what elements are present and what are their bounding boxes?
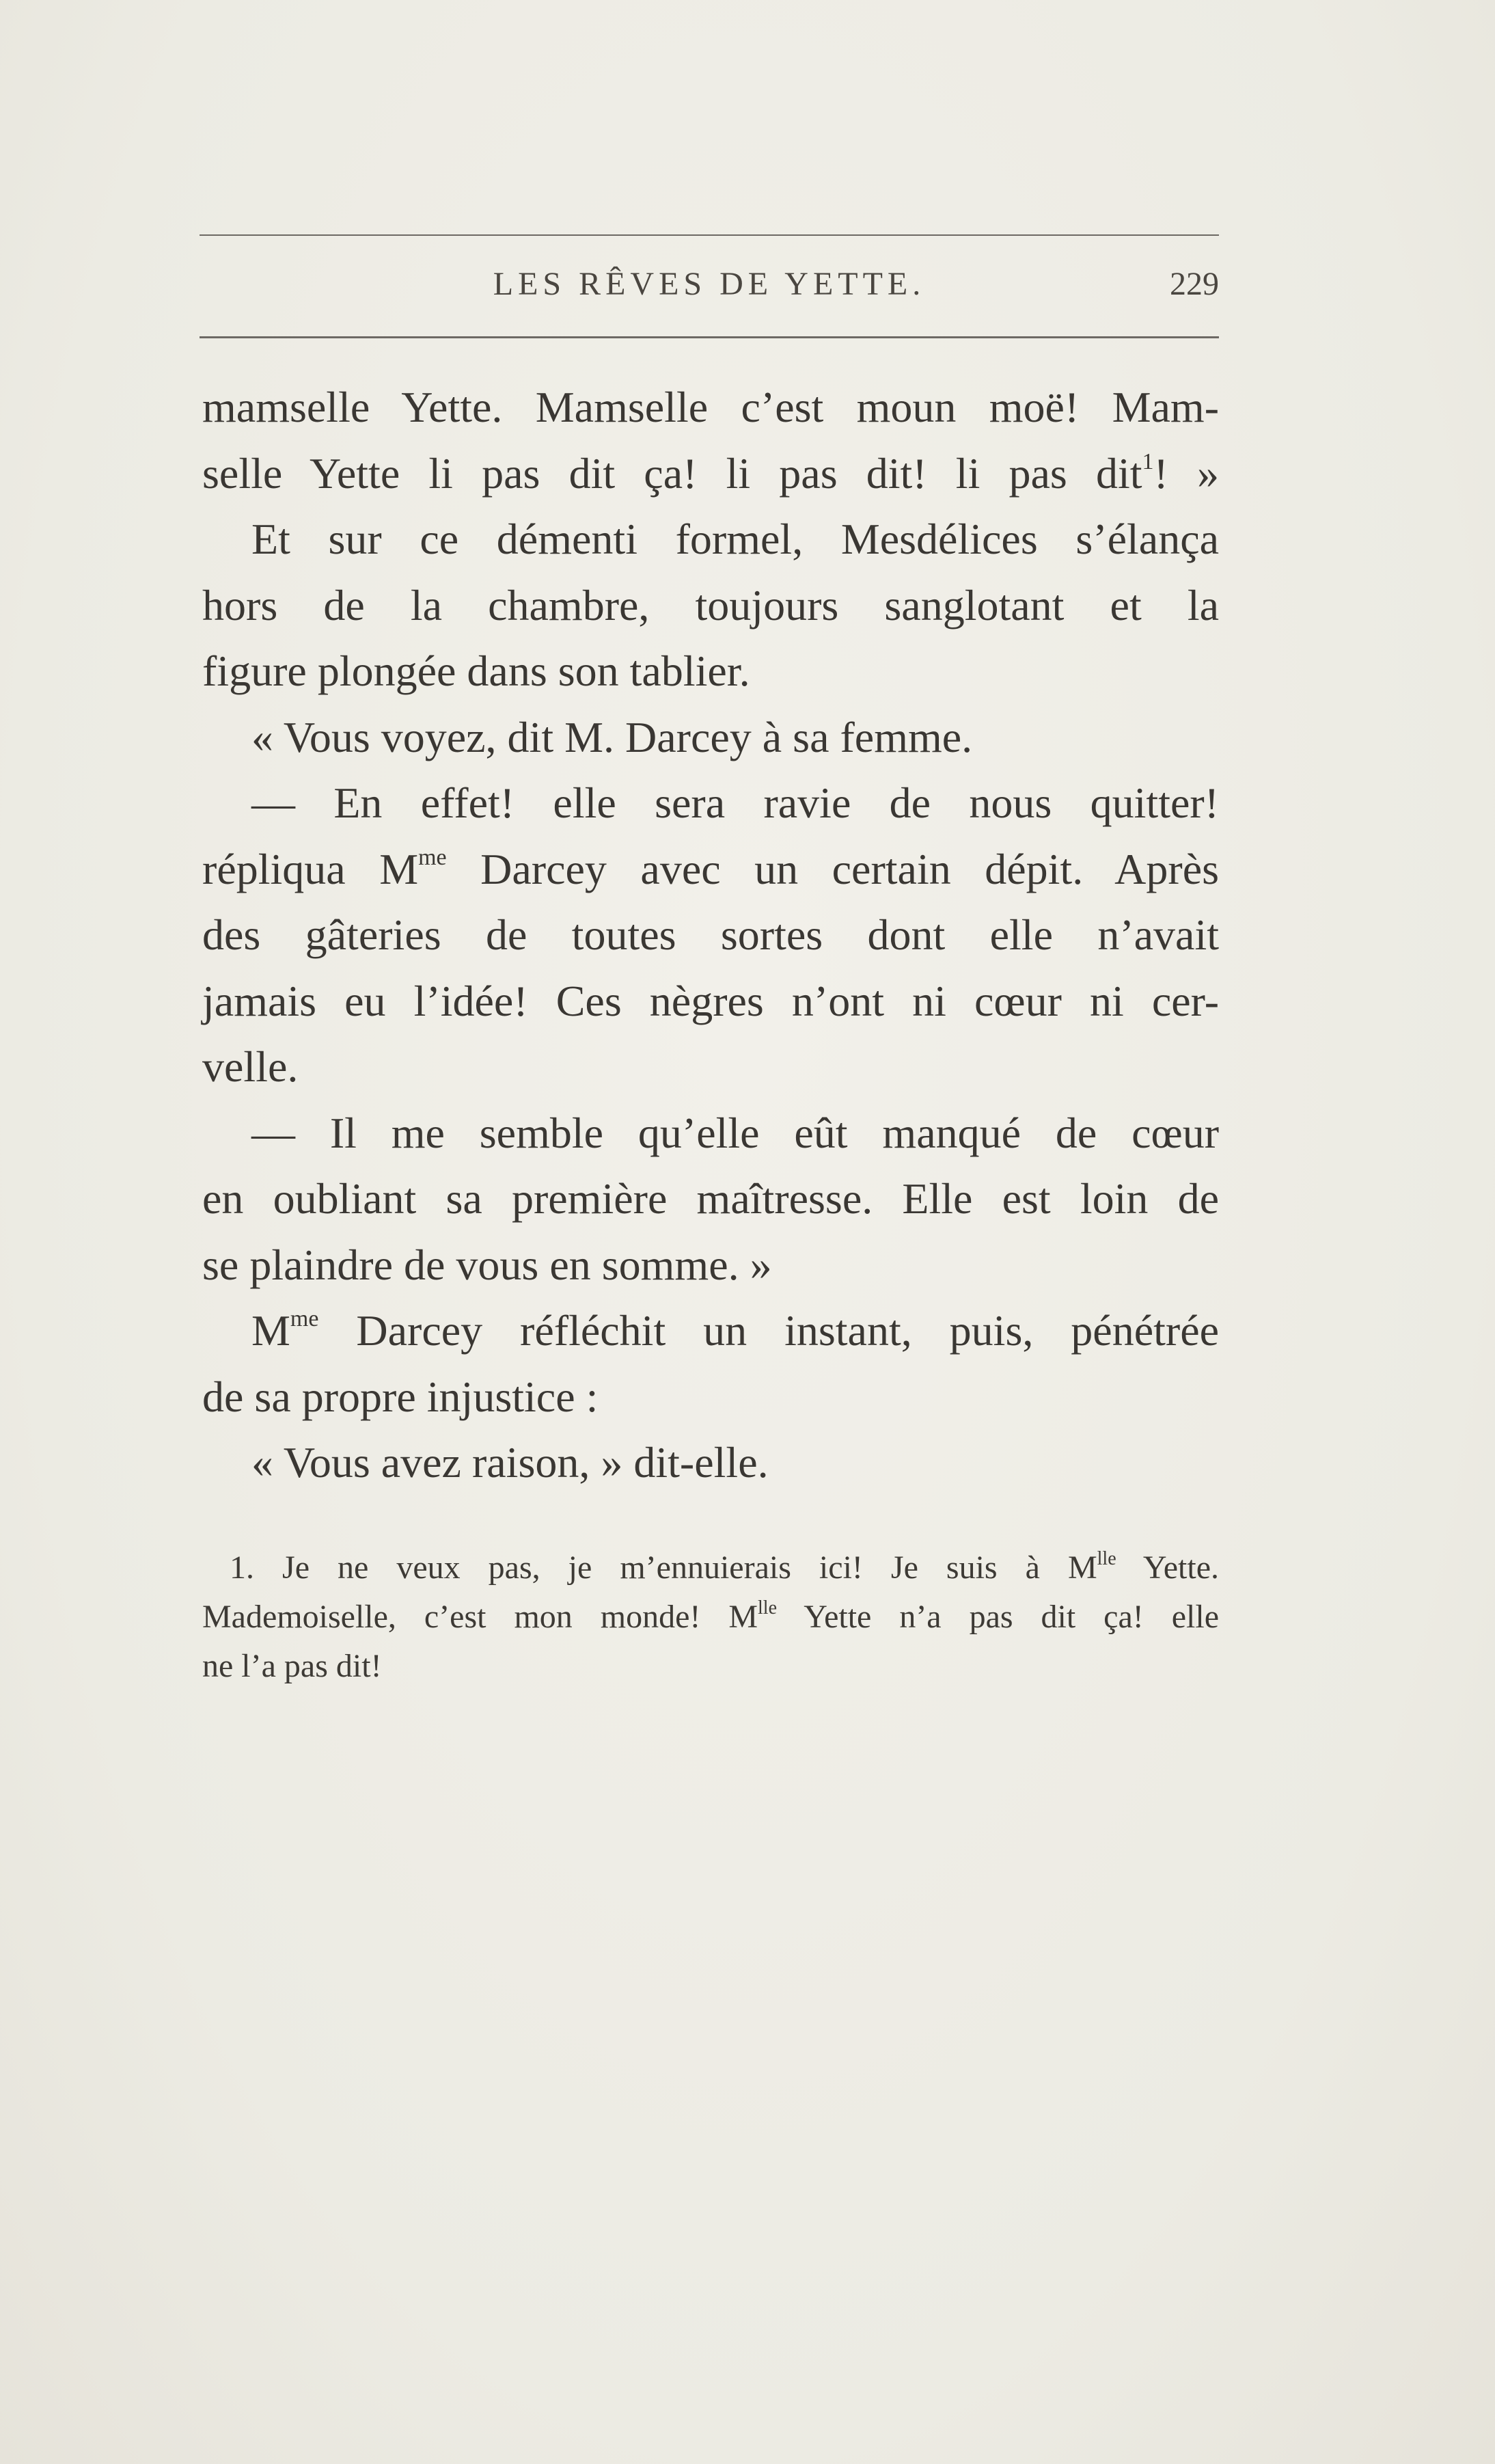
text-line: — Il me semble qu’elle eût manqué de cœur: [251, 1108, 1219, 1157]
text-line: figure plongée dans son tablier.: [202, 647, 750, 695]
footnote-reference: 1: [1142, 448, 1154, 474]
footnote-line: Mademoiselle, c’est mon monde! $M^{lle}$ Yette n’a pas dit ça! elle: [202, 1597, 1219, 1635]
running-head: [200, 265, 1219, 313]
superscript: me: [290, 1306, 319, 1331]
text-line: en oubliant sa première maîtresse. Elle est loin de: [202, 1174, 1219, 1223]
footnote-number: 1.: [230, 1549, 254, 1586]
text-line: jamais eu l’idée! Ces nègres n’ont ni cœur ni cer-: [202, 976, 1219, 1025]
text-line: répliqua $M^{me}$ Darcey avec un certain dépit. Après: [202, 844, 1220, 893]
text-line: « Vous avez raison, » dit-elle.: [251, 1438, 769, 1487]
text-line: $M^{me}$ Darcey réfléchit un instant, puis, pénétrée: [251, 1306, 1219, 1355]
text-line: des gâteries de toutes sortes dont elle n’avait: [202, 910, 1219, 959]
body-text: [202, 375, 1219, 1496]
text-line: Et sur ce démenti formel, Mesdélices s’élança: [251, 515, 1219, 563]
footnote: [202, 1543, 1219, 1691]
footnote-line: 1. Je ne veux pas, je m’ennuierais ici! Je suis à $M^{lle}$ Yette.: [230, 1548, 1220, 1586]
text-line: hors de la chambre, toujours sanglotant et la: [202, 580, 1219, 629]
text-line: mamselle Yette. Mamselle c’est moun moë! Mam-: [202, 383, 1219, 431]
text-line: — En effet! elle sera ravie de nous quitter!: [251, 779, 1219, 827]
text-line: selle Yette li pas dit ça! li pas dit! li pas dit$^1$! »: [202, 448, 1220, 498]
page-number: 229: [1170, 266, 1219, 302]
superscript: me: [418, 844, 447, 870]
footnote-line: ne l’a pas dit!: [202, 1648, 382, 1684]
text-line: se plaindre de vous en somme. »: [202, 1240, 772, 1289]
text-line: velle.: [202, 1042, 299, 1091]
text-line: de sa propre injustice :: [202, 1372, 599, 1421]
running-title: LES RÊVES DE YETTE.: [493, 266, 926, 302]
header-bottom-rule: [200, 336, 1219, 338]
header-top-rule: [200, 234, 1219, 236]
text-line: « Vous voyez, dit M. Darcey à sa femme.: [251, 712, 973, 761]
